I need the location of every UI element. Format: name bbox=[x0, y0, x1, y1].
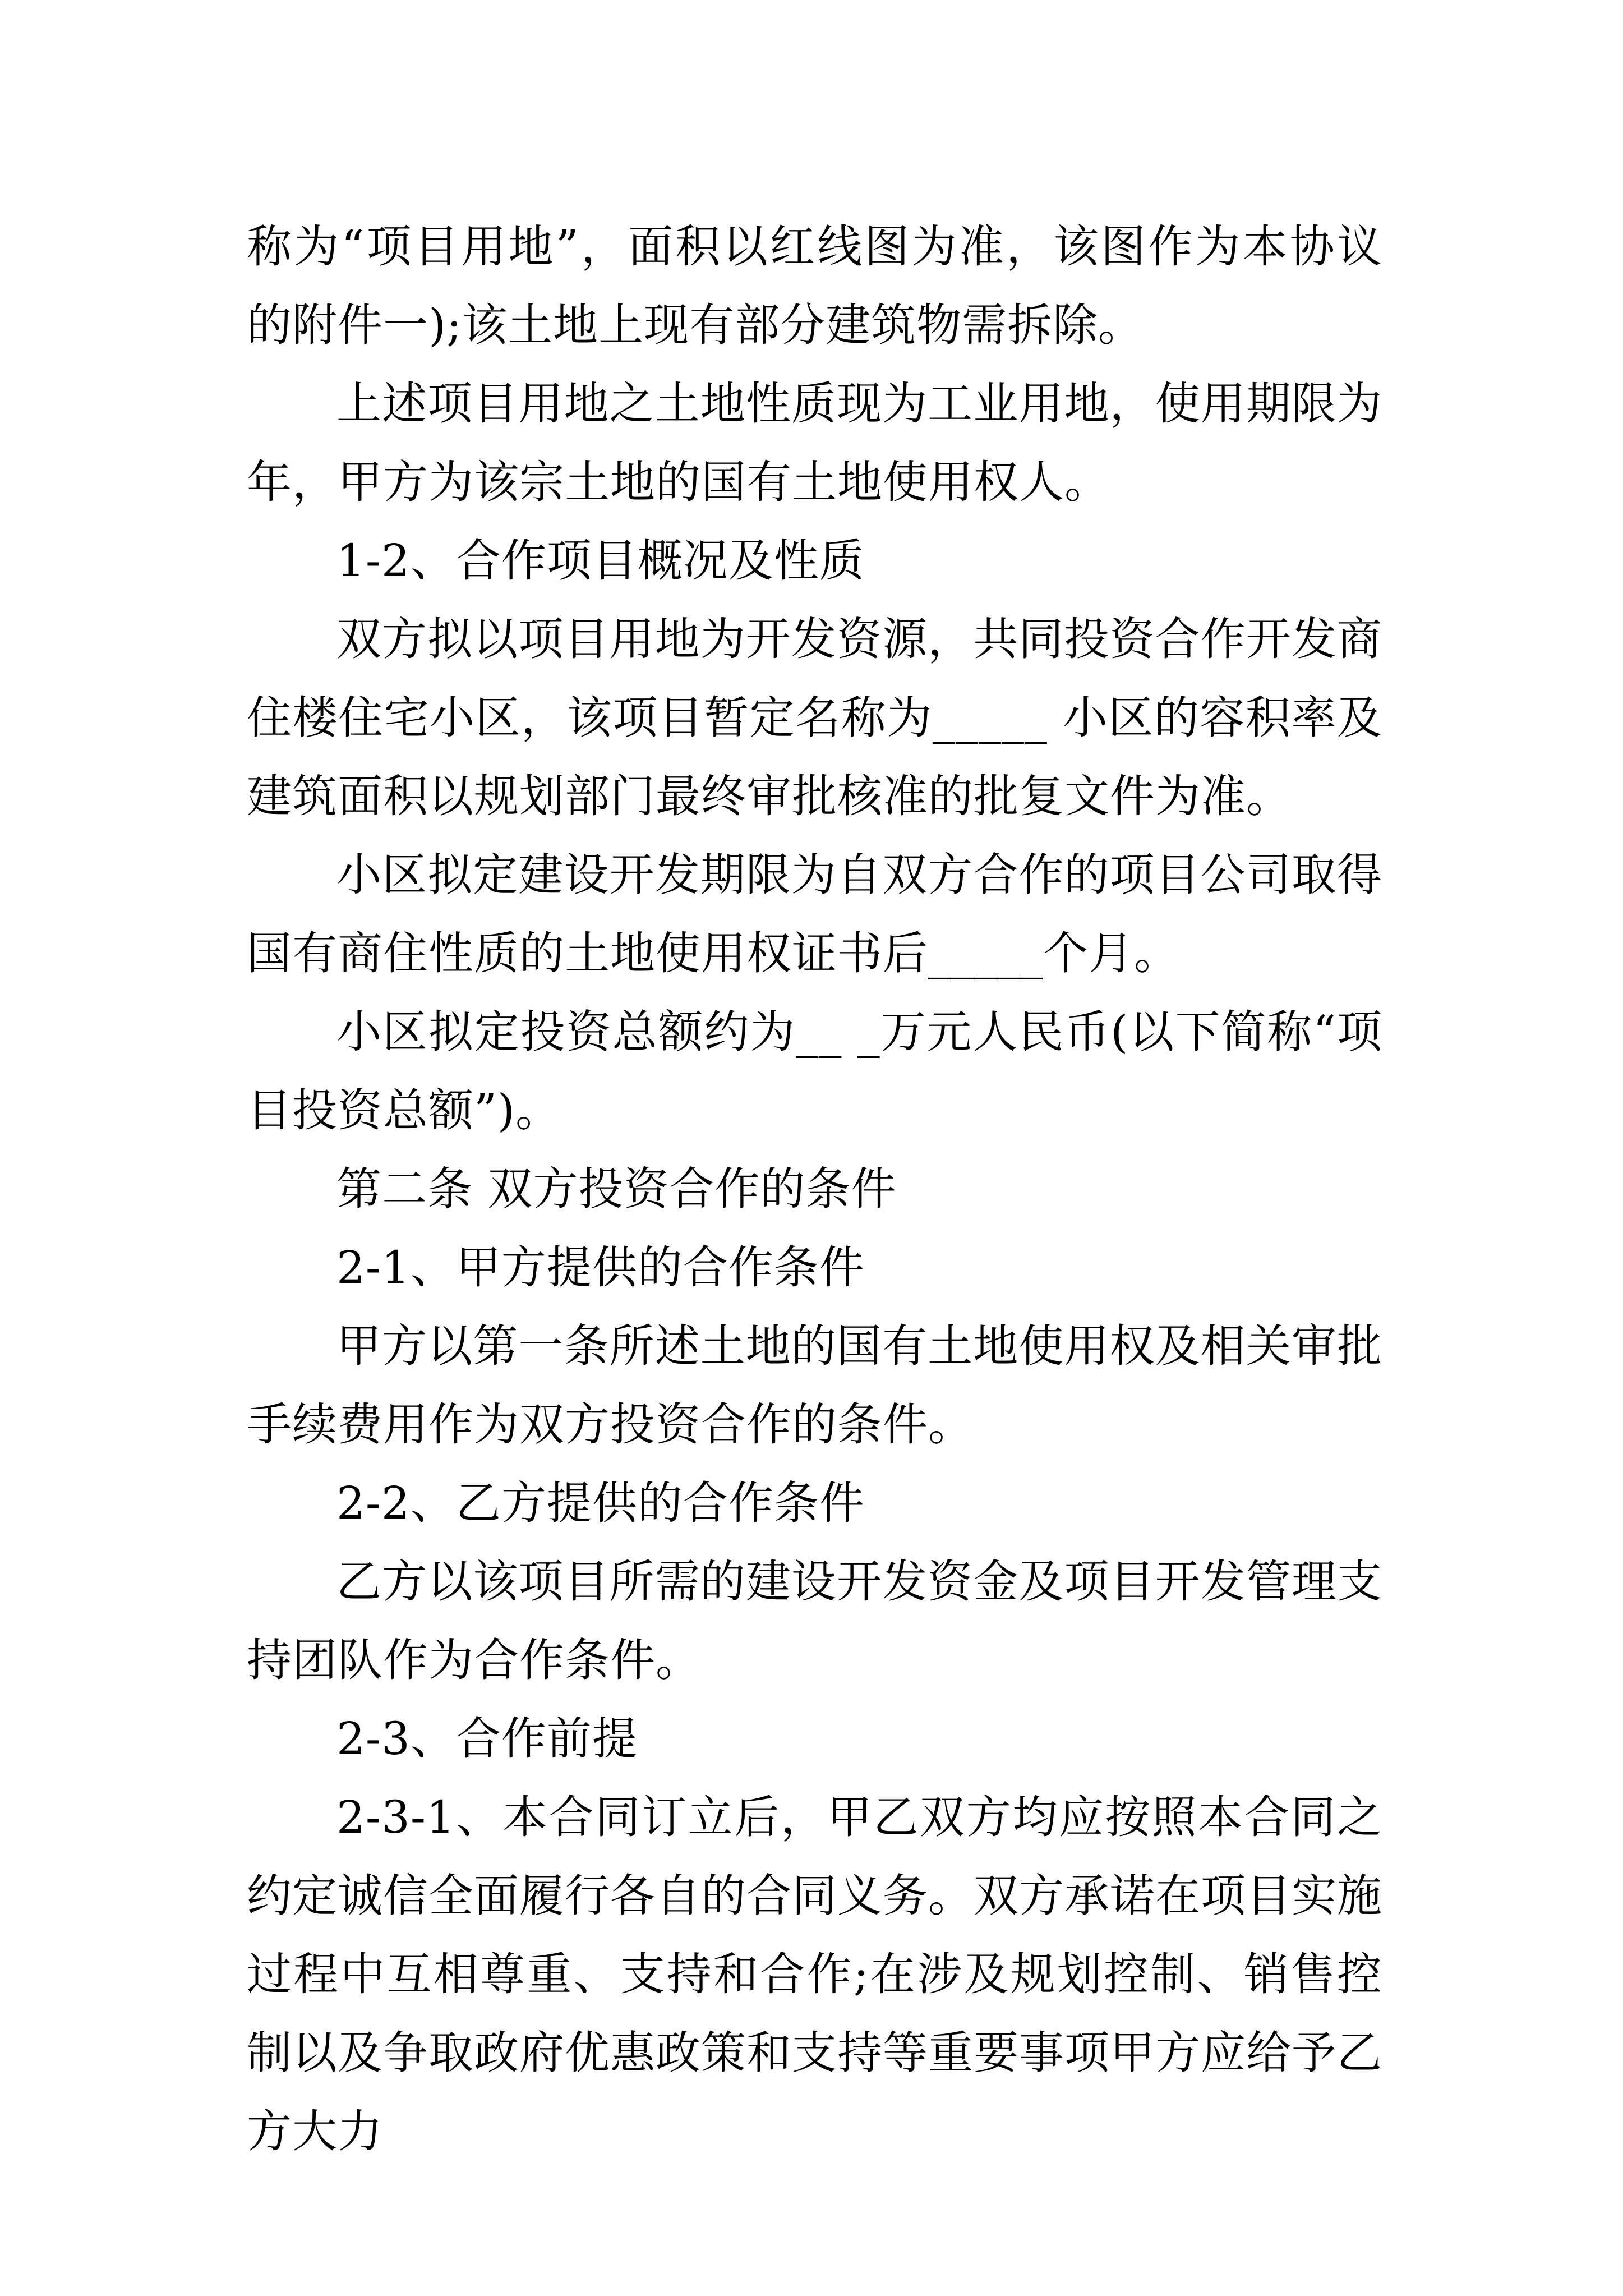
document-body bbox=[247, 208, 1382, 2171]
paragraph-6: 甲方以第一条所述土地的国有土地使用权及相关审批手续费用作为双方投资合作的条件。 bbox=[247, 1320, 1382, 1451]
section-heading-2-2: 2-2、乙方提供的合作条件 bbox=[336, 1477, 865, 1529]
paragraph-1: 称为“项目用地”，面积以红线图为准，该图作为本协议的附件一);该土地上现有部分建筑物需拆除。 bbox=[247, 220, 1382, 351]
paragraph-7: 乙方以该项目所需的建设开发资金及项目开发管理支持团队作为合作条件。 bbox=[247, 1556, 1382, 1686]
section-heading-2-1: 2-1、甲方提供的合作条件 bbox=[336, 1241, 865, 1294]
paragraph-8: 2-3-1、本合同订立后，甲乙双方均应按照本合同之约定诚信全面履行各自的合同义务。双方承诺在项目实施过程中互相尊重、支持和合作;在涉及规划控制、销售控制以及争取政府优惠政策和支持等重要事项甲方应给予乙方大力 bbox=[247, 1791, 1382, 2157]
article-heading-2: 第二条 双方投资合作的条件 bbox=[336, 1163, 897, 1215]
paragraph-5: 小区拟定投资总额约为__ _万元人民币(以下简称“项目投资总额”)。 bbox=[247, 1006, 1382, 1137]
section-heading-2-3: 2-3、合作前提 bbox=[336, 1713, 638, 1765]
paragraph-4: 小区拟定建设开发期限为自双方合作的项目公司取得国有商住性质的土地使用权证书后_____个月。 bbox=[247, 849, 1382, 979]
section-heading-1-2: 1-2、合作项目概况及性质 bbox=[336, 535, 865, 587]
paragraph-3: 双方拟以项目用地为开发资源，共同投资合作开发商住楼住宅小区，该项目暂定名称为_____ 小区的容积率及建筑面积以规划部门最终审批核准的批复文件为准。 bbox=[247, 613, 1382, 822]
paragraph-2: 上述项目用地之土地性质现为工业用地，使用期限为年，甲方为该宗土地的国有土地使用权人。 bbox=[247, 378, 1382, 508]
